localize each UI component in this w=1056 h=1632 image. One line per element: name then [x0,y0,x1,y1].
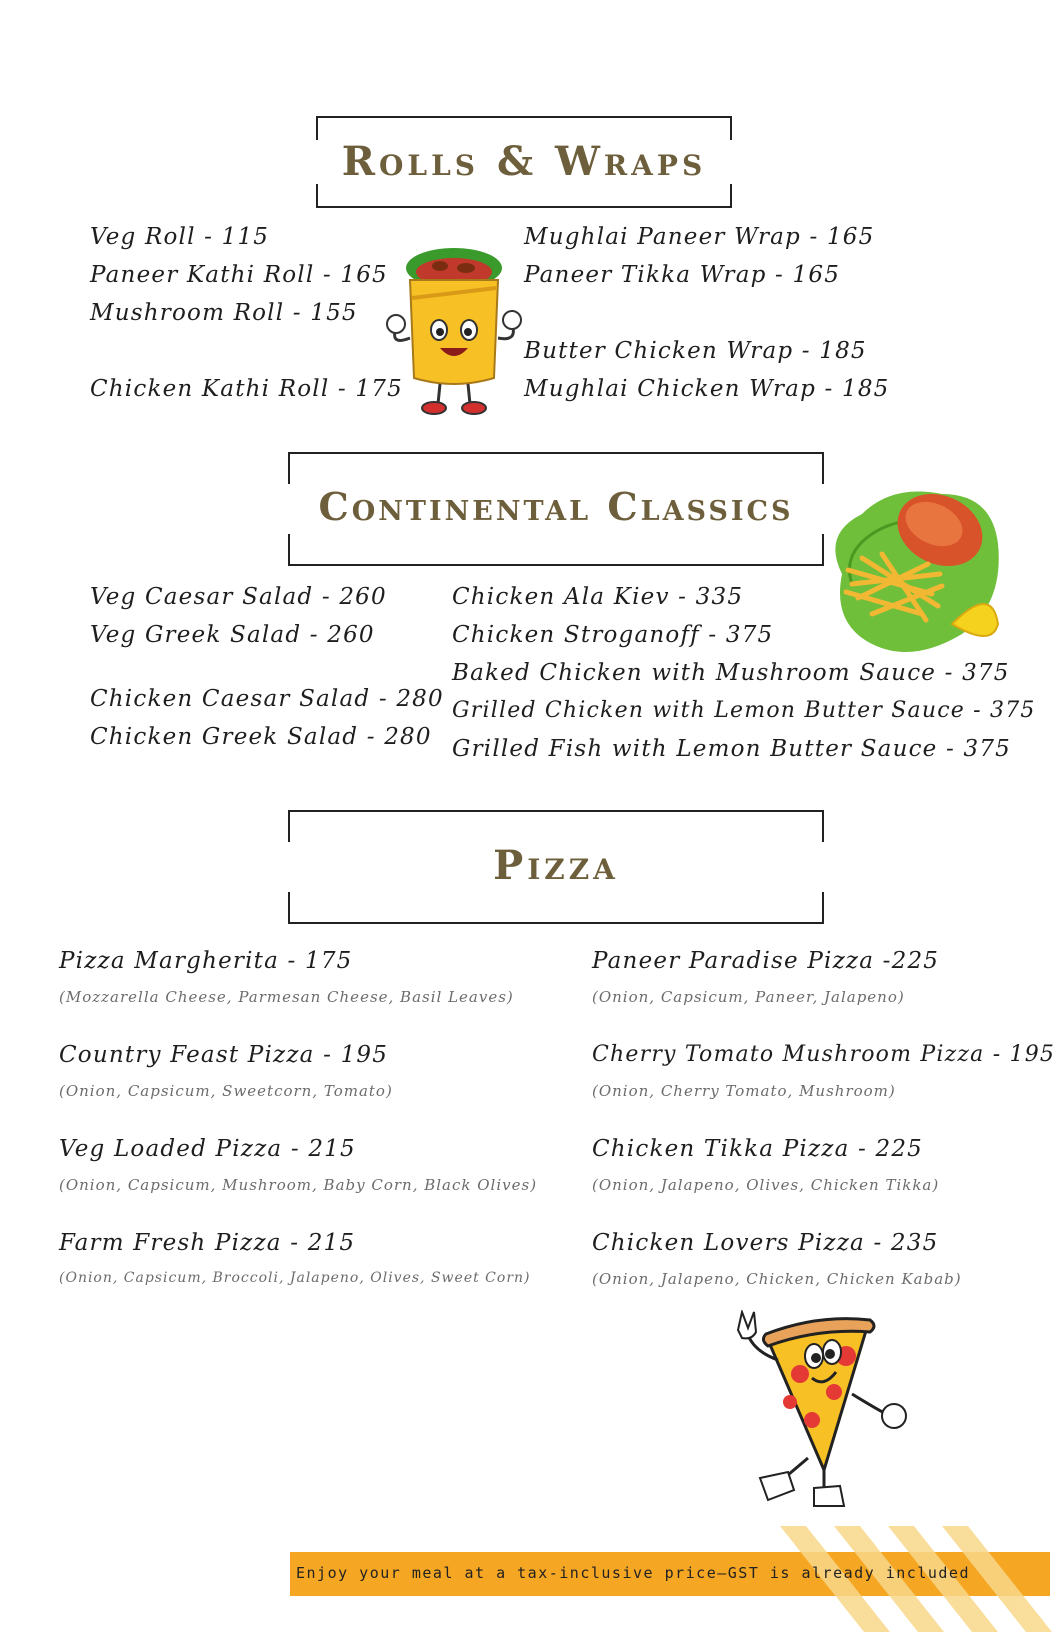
menu-item: Chicken Ala Kiev - 335 [452,584,744,610]
menu-item: Paneer Tikka Wrap - 165 [524,262,841,288]
menu-item: Butter Chicken Wrap - 185 [524,338,867,364]
menu-item-desc: (Onion, Capsicum, Sweetcorn, Tomato) [59,1082,393,1100]
chicken-kiev-plate-icon [822,474,1004,658]
menu-item: Veg Loaded Pizza - 215 [59,1136,356,1162]
menu-item: Chicken Stroganoff - 375 [452,622,774,648]
menu-item-desc: (Onion, Cherry Tomato, Mushroom) [592,1082,896,1100]
rolls-title: Rolls & Wraps [341,138,707,185]
menu-item: Paneer Paradise Pizza -225 [592,948,940,974]
menu-item: Veg Caesar Salad - 260 [90,584,387,610]
menu-item: Chicken Lovers Pizza - 235 [592,1230,939,1256]
pizza-mascot-icon [728,1310,928,1510]
menu-item: Grilled Fish with Lemon Butter Sauce - 375 [452,736,1011,762]
menu-item: Chicken Greek Salad - 280 [90,724,432,750]
menu-item-desc: (Onion, Capsicum, Paneer, Jalapeno) [592,988,905,1006]
pizza-heading-box [288,810,824,924]
wrap-mascot-icon [384,238,524,418]
rolls-heading-box [316,116,732,208]
menu-item: Country Feast Pizza - 195 [59,1042,389,1068]
menu-item-desc: (Onion, Jalapeno, Olives, Chicken Tikka) [592,1176,940,1194]
menu-item: Pizza Margherita - 175 [59,948,353,974]
menu-item: Paneer Kathi Roll - 165 [90,262,388,288]
menu-item: Chicken Kathi Roll - 175 [90,376,403,402]
pizza-title: Pizza [493,842,619,889]
continental-heading-box [288,452,824,566]
menu-item: Chicken Tikka Pizza - 225 [592,1136,923,1162]
menu-item: Grilled Chicken with Lemon Butter Sauce - 375 [452,698,1036,723]
menu-item: Mushroom Roll - 155 [90,300,358,326]
menu-item: Cherry Tomato Mushroom Pizza - 195 [592,1042,1056,1067]
menu-item: Mughlai Chicken Wrap - 185 [524,376,890,402]
menu-item: Baked Chicken with Mushroom Sauce - 375 [452,660,1010,686]
menu-item: Chicken Caesar Salad - 280 [90,686,444,712]
footer-text: Enjoy your meal at a tax-inclusive price—GST is already included [296,1564,970,1582]
menu-item: Veg Roll - 115 [90,224,270,250]
menu-item: Mughlai Paneer Wrap - 165 [524,224,875,250]
menu-item-desc: (Onion, Capsicum, Broccoli, Jalapeno, Olives, Sweet Corn) [59,1270,531,1286]
menu-item-desc: (Onion, Jalapeno, Chicken, Chicken Kabab) [592,1270,962,1288]
menu-item: Veg Greek Salad - 260 [90,622,375,648]
menu-item: Farm Fresh Pizza - 215 [59,1230,356,1256]
continental-title: Continental Classics [318,484,794,529]
menu-item-desc: (Mozzarella Cheese, Parmesan Cheese, Basil Leaves) [59,988,514,1006]
menu-item-desc: (Onion, Capsicum, Mushroom, Baby Corn, Black Olives) [59,1176,538,1194]
